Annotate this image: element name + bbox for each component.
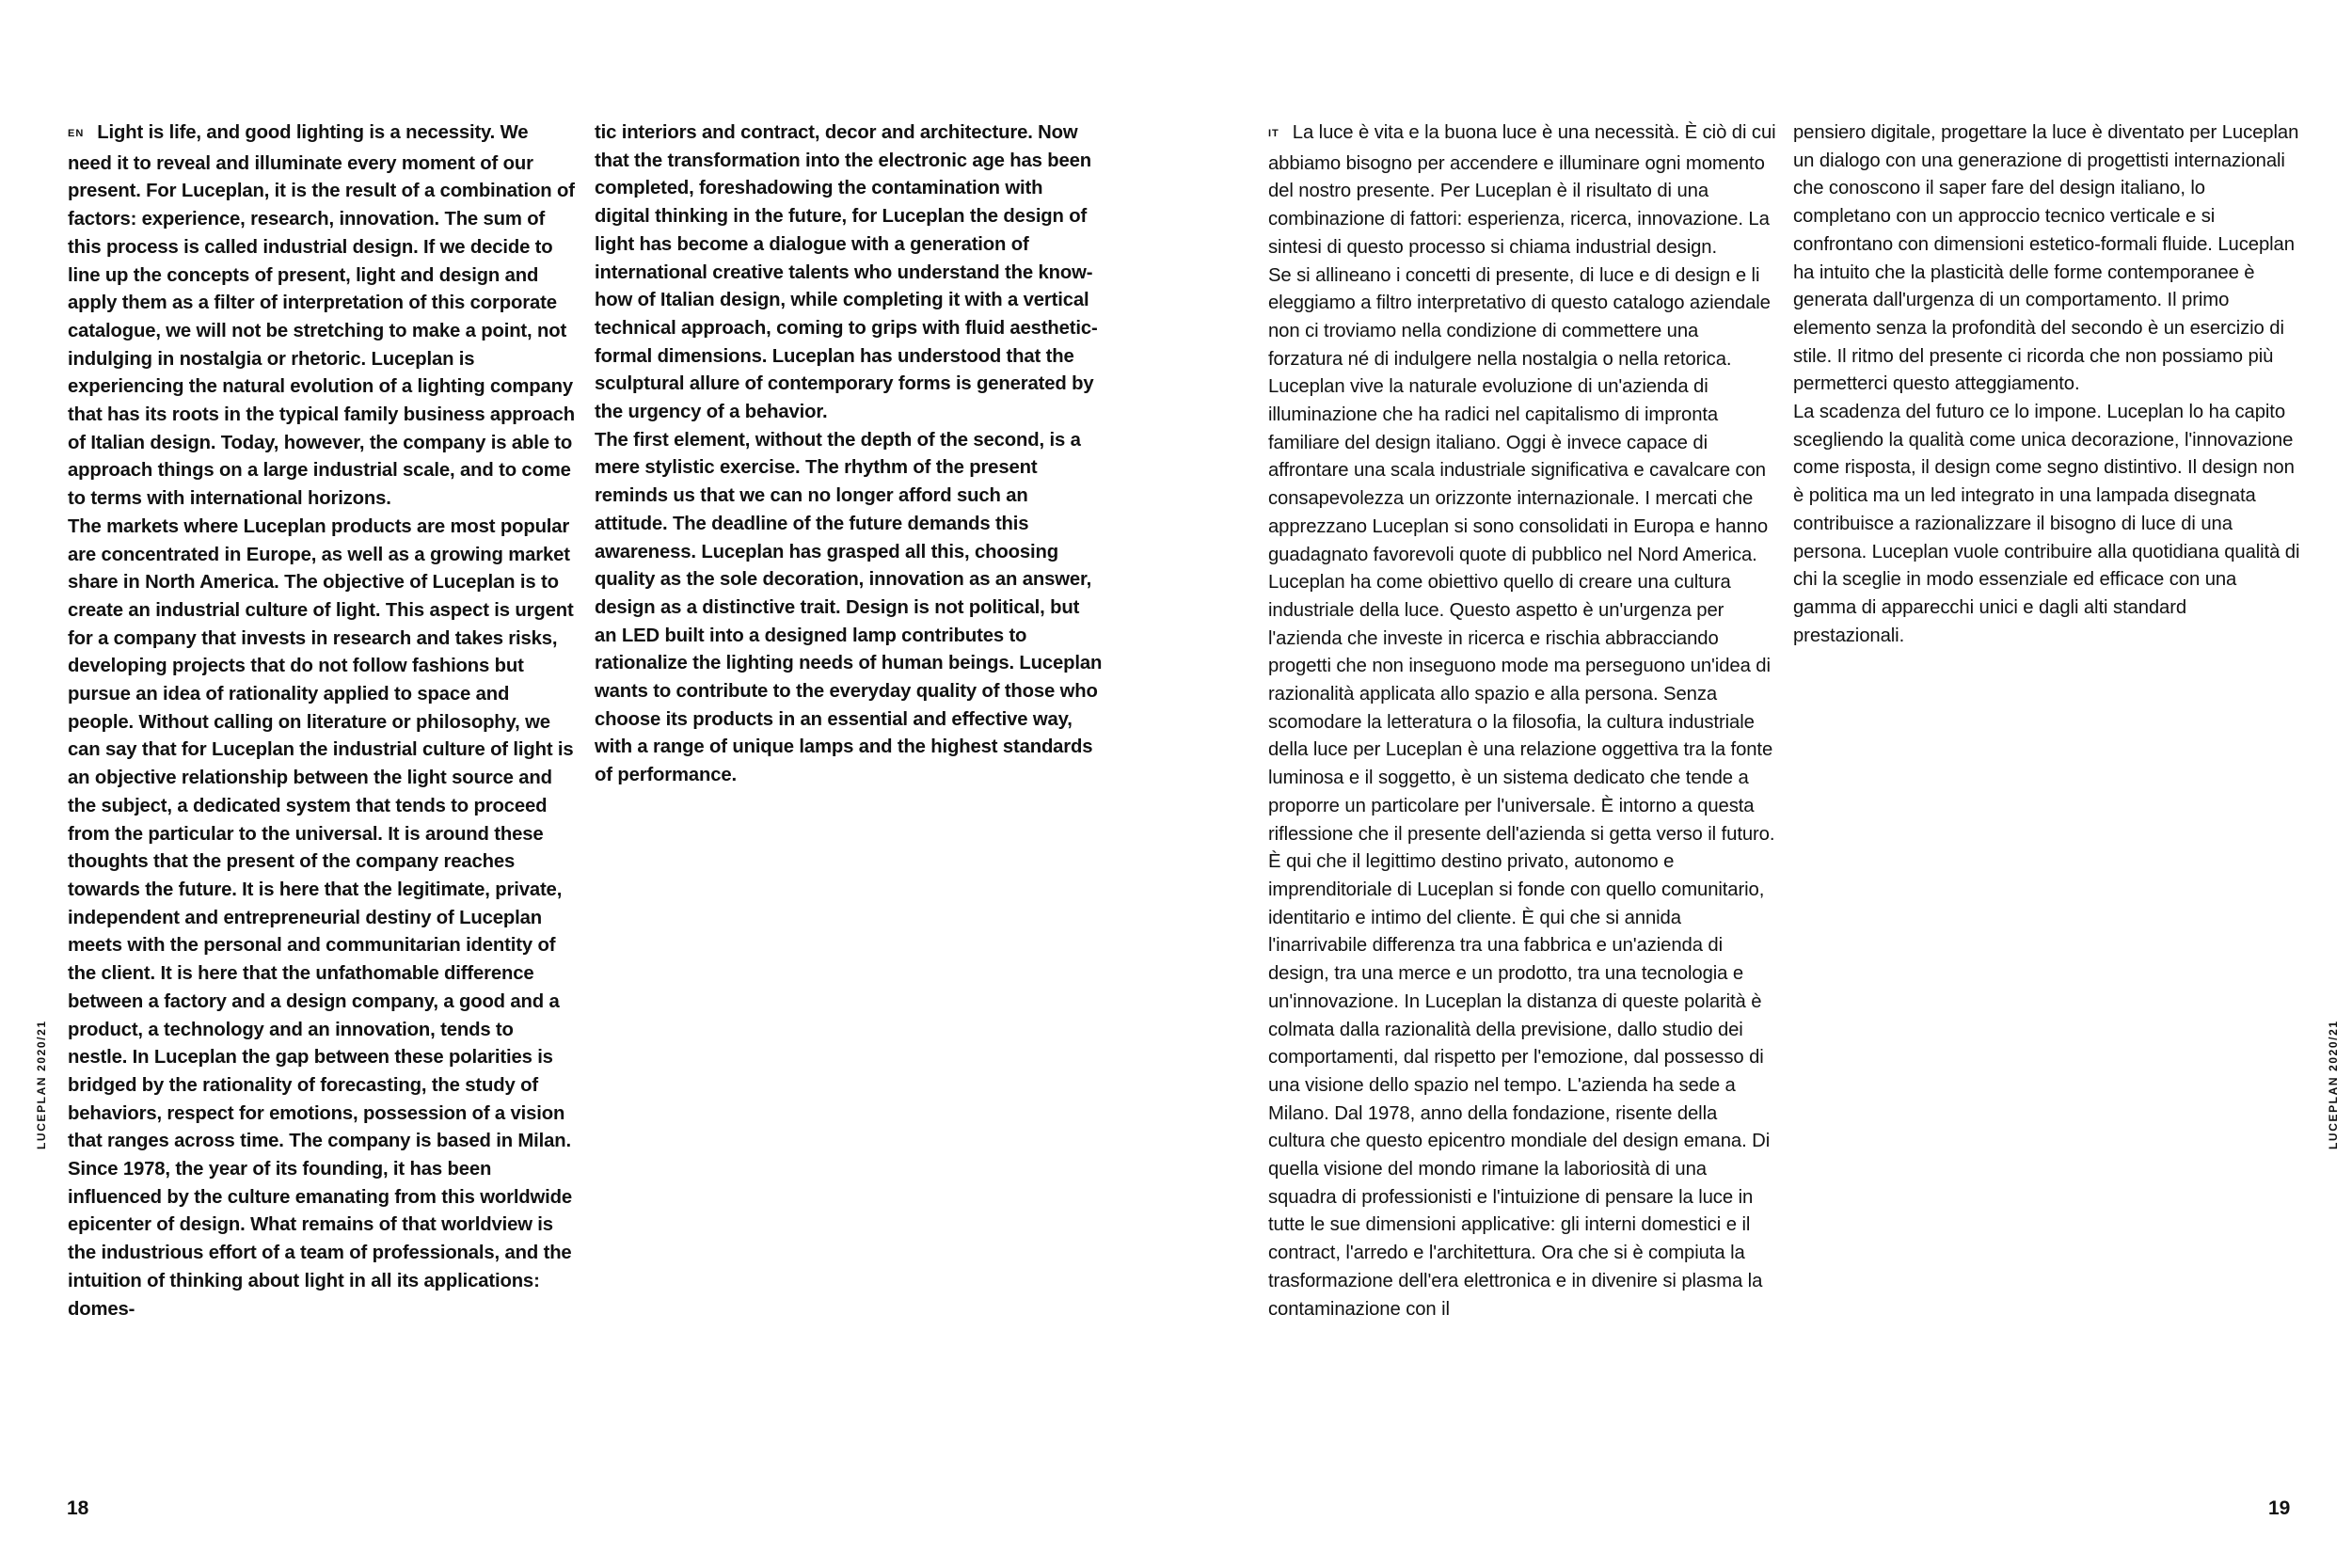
side-label-right: LUCEPLAN 2020/21 [2327, 1020, 2340, 1149]
italian-paragraph-1-text: La luce è vita e la buona luce è una necessità. È ciò di cui abbiamo bisogno per accendere e illuminare ogni momento del nostro presente. Per Luceplan è il risultato di una combinazione di fattori: esperienza, ricerca, innovazione. La sintesi di questo processo si chiama industrial design. [1268, 122, 1776, 258]
italian-paragraph-3: Luceplan vive la naturale evoluzione di un'azienda di illuminazione che ha radici nel capitalismo di impronta familiare del design italiano. Oggi è invece capace di affrontare una scala industriale significativa e cavalcare con consapevolezza un orizzonte internazionale. I mercati che apprezzano Luceplan si sono consolidati in Europa e hanno guadagnato favorevoli quote di pubblico nel Nord America. Luceplan ha come obiettivo quello di creare una cultura industriale della luce. Questo aspetto è un'urgenza per l'azienda che investe in ricerca e rischia abbracciando progetti che non inseguono mode ma perseguono un'idea di razionalità applicata allo spazio e alla persona. Senza scomodare la letteratura o la filosofia, la cultura industriale della luce per Luceplan è una relazione oggettiva tra la fonte luminosa e il soggetto, è un sistema dedicato che tende a proporre un particolare per l'universale. È intorno a questa riflessione che il presente dell'azienda si getta verso il futuro. È qui che il legittimo destino privato, autonomo e imprenditoriale di Luceplan si fonde con quello comunitario, identitario e intimo del cliente. È qui che si annida l'inarrivabile differenza tra una fabbrica e un'azienda di design, tra una merce e un prodotto, tra una tecnologia e un'innovazione. In Luceplan la distanza di queste polarità è colmata dalla razionalità della previsione, dallo studio dei comportamenti, dal rispetto per l'emozione, dal possesso di una visione dello spazio nel tempo. L'azienda ha sede a Milano. Dal 1978, anno della fondazione, risente della cultura che questo epicentro mondiale del design emana. Di quella visione del mondo rimane la laboriosità di una squadra di professionisti e l'intuizione di pensare la luce in tutte le sue dimensioni applicative: gli interni domestici e il contract, l'arredo e l'architettura. Ora che si è compiuta la trasformazione dell'era elettronica e in divenire si plasma la contaminazione con il [1268, 376, 1775, 1320]
page-number-left: 18 [67, 1497, 89, 1519]
italian-paragraph-5: La scadenza del futuro ce lo impone. Luceplan lo ha capito scegliendo la qualità come unica decorazione, l'innovazione come risposta, il design come segno distintivo. Il design non è politica ma un led integrato in una lampada disegnata contribuisce a razionalizzare il bisogno di luce di una persona. Luceplan vuole contribuire alla quotidiana qualità di chi la sceglie in modo essenziale ed efficace con una gamma di apparecchi unici e dagli alti standard prestazionali. [1793, 402, 2300, 646]
english-paragraph-1 [68, 119, 576, 514]
english-column-1 [68, 119, 576, 1323]
italian-column-2 [1793, 119, 2301, 650]
english-paragraph-3: tic interiors and contract, decor and architecture. Now that the transformation into the electronic age has been completed, foreshadowing the contamination with digital thinking in the future, for Luceplan the design of light has become a dialogue with a generation of international creative talents who understand the know-how of Italian design, while completing it with a vertical technical approach, coming to grips with fluid aesthetic-formal dimensions. Luceplan has understood that the sculptural allure of contemporary forms is generated by the urgency of a behavior. [595, 122, 1098, 423]
page-number-right: 19 [2268, 1497, 2291, 1519]
side-label-left: LUCEPLAN 2020/21 [35, 1020, 48, 1149]
italian-paragraph-2: Se si allineano i concetti di presente, di luce e di design e li eleggiamo a filtro interpretativo di questo catalogo aziendale non ci troviamo nella condizione di commettere una forzatura né di indulgere nella nostalgia o nella retorica. [1268, 264, 1771, 370]
italian-column-1 [1268, 119, 1776, 1323]
italian-paragraph-4: pensiero digitale, progettare la luce è diventato per Luceplan un dialogo con una generazione di progettisti internazionali che conoscono il saper fare del design italiano, lo completano con un approccio tecnico verticale e si confrontano con dimensioni estetico-formali fluide. Luceplan ha intuito che la plasticità delle forme contemporanee è generata dall'urgenza di un comportamento. Il primo elemento senza la profondità del secondo è un esercizio di stile. Il ritmo del presente ci ricorda che non possiamo più permetterci questo atteggiamento. [1793, 122, 2299, 395]
english-paragraph-4: The first element, without the depth of the second, is a mere stylistic exercise. The rhythm of the present reminds us that we can no longer afford such an attitude. The deadline of the future demands this awareness. Luceplan has grasped all this, choosing quality as the sole decoration, innovation as an answer, design as a distinctive trait. Design is not political, but an LED built into a designed lamp contributes to rationalize the lighting needs of human beings. Luceplan wants to contribute to the everyday quality of those who choose its products in an essential and effective way, with a range of unique lamps and the highest standards of performance. [595, 429, 1103, 786]
english-column-2 [595, 119, 1103, 790]
english-paragraph-2: The markets where Luceplan products are most popular are concentrated in Europe, as well as a growing market share in North America. The objective of Luceplan is to create an industrial culture of light. This aspect is urgent for a company that invests in research and takes risks, developing projects that do not follow fashions but pursue an idea of rationality applied to space and people. Without calling on literature or philosophy, we can say that for Luceplan the industrial culture of light is an objective relationship between the light source and the subject, a dedicated system that tends to proceed from the particular to the universal. It is around these thoughts that the present of the company reaches towards the future. It is here that the legitimate, private, independent and entrepreneurial destiny of Luceplan meets with the personal and communitarian identity of the client. It is here that the unfathomable difference between a factory and a design company, a good and a product, a technology and an innovation, tends to nestle. In Luceplan the gap between these polarities is bridged by the rationality of forecasting, the study of behaviors, respect for emotions, possession of a vision that ranges across time. The company is based in Milan. Since 1978, the year of its founding, it has been influenced by the culture emanating from this worldwide epicenter of design. What remains of that worldview is the industrious effort of a team of professionals, and the intuition of thinking about light in all its applications: domes- [68, 515, 574, 1320]
language-tag-it: IT [1268, 128, 1279, 139]
italian-paragraph-1 [1268, 119, 1776, 262]
language-tag-en: EN [68, 128, 85, 139]
english-paragraph-1-text: Light is life, and good lighting is a necessity. We need it to reveal and illuminate every moment of our present. For Luceplan, it is the result of a combination of factors: experience, research, innovation. The sum of this process is called industrial design. If we decide to line up the concepts of present, light and design and apply them as a filter of interpretation of this corporate catalogue, we will not be stretching to make a point, not indulging in nostalgia or rhetoric. Luceplan is experiencing the natural evolution of a lighting company that has its roots in the typical family business approach of Italian design. Today, however, the company is able to approach things on a large industrial scale, and to come to terms with international horizons. [68, 122, 576, 510]
